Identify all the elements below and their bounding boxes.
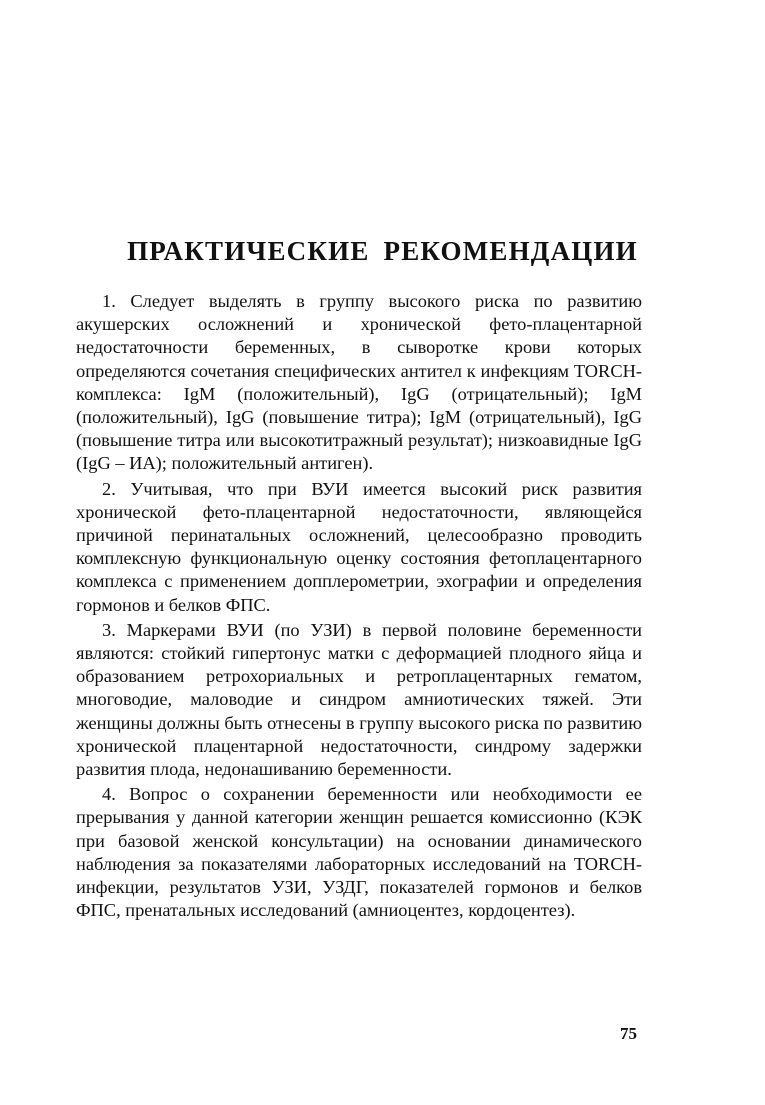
recommendation-paragraph-2: 2. Учитывая, что при ВУИ имеется высокий риск развития хронической фето-плацентарной недостаточности, являющейся причиной перинатальных осложнений, целесообразно проводить комплексную функциональную оценку состояния фетоплацентарного комплекса с применением допплерометрии, эхографии и определения гормонов и белков ФПС. — [76, 478, 642, 615]
recommendations-body — [76, 290, 642, 922]
recommendation-paragraph-1: 1. Следует выделять в группу высокого риска по развитию акушерских осложнений и хронической фето-плацентарной недостаточности беременных, в сыворотке крови которых определяются сочетания специфических антител к инфекциям TORCH-комплекса: IgM (положительный), IgG (отрицательный); IgM (положительный), IgG (повышение титра); IgM (отрицательный), IgG (повышение титра или высокотитражный результат); низкоавидные IgG (IgG – ИА); положительный антиген). — [76, 291, 642, 474]
recommendation-paragraph-4: 4. Вопрос о сохранении беременности или необходимости ее прерывания у данной категории женщин решается комиссионно (КЭК при базовой женской консультации) на основании динамического наблюдения за показателями лабораторных исследований на TORCH-инфекции, результатов УЗИ, УЗДГ, показателей гормонов и белков ФПС, пренатальных исследований (амниоцентез, кордоцентез). — [76, 784, 642, 921]
recommendation-paragraph-3: 3. Маркерами ВУИ (по УЗИ) в первой половине беременности являются: стойкий гипертонус матки с деформацией плодного яйца и образованием ретрохориальных и ретроплацентарных гематом, многоводие, маловодие и синдром амниотических тяжей. Эти женщины должны быть отнесены в группу высокого риска по развитию хронической плацентарной недостаточности, синдрому задержки развития плода, недонашиванию беременности. — [76, 619, 642, 780]
page-number: 75 — [620, 1024, 637, 1043]
section-heading: ПРАКТИЧЕСКИЕ РЕКОМЕНДАЦИИ — [127, 236, 638, 266]
